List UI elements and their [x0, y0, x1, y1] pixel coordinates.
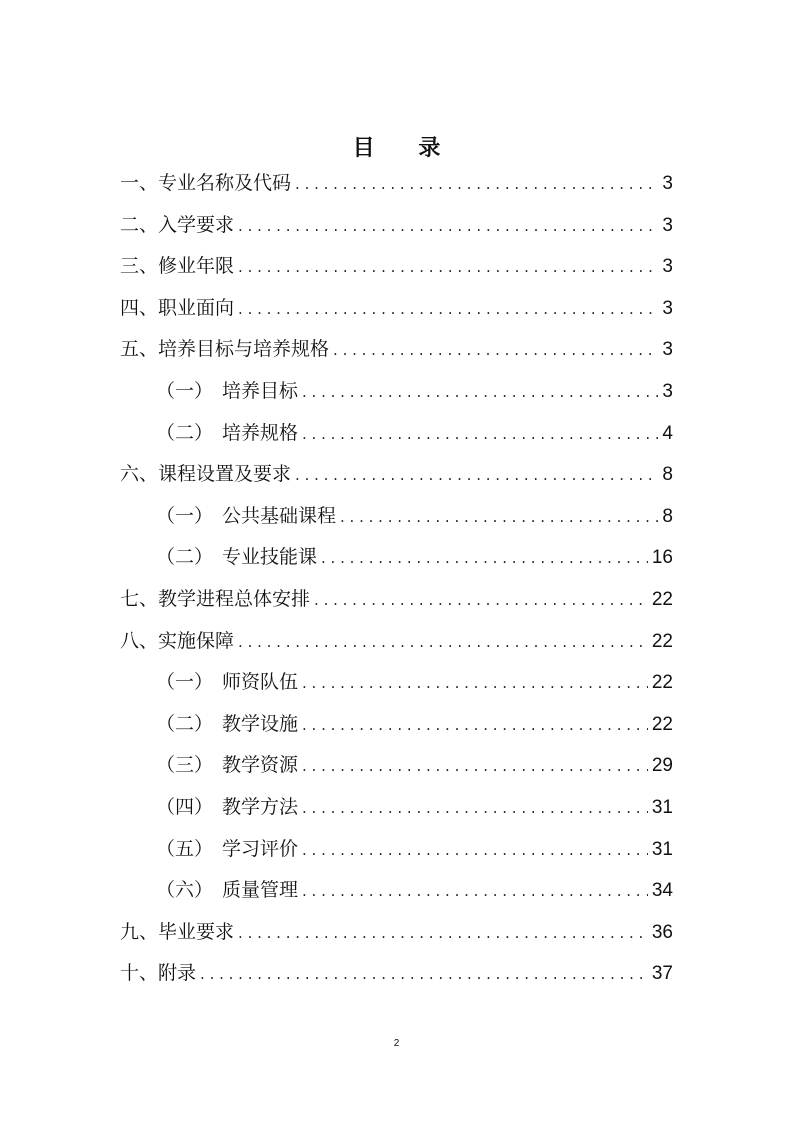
dot-leader [238, 206, 658, 248]
toc-entry-label: 课程设置及要求 [158, 463, 292, 486]
table-of-contents [120, 163, 673, 995]
toc-entry-label: 教学方法 [222, 795, 299, 818]
toc-entry-page: 3 [662, 214, 673, 236]
toc-entry[interactable] [120, 621, 673, 663]
dot-leader [302, 871, 648, 913]
toc-entry-page: 3 [662, 380, 673, 402]
toc-entry-number: （一） [156, 379, 214, 402]
toc-entry[interactable] [120, 912, 673, 954]
toc-entry-number: 五、 [120, 338, 159, 361]
toc-entry-page: 8 [662, 464, 673, 486]
dot-leader [295, 455, 658, 497]
toc-entry-label: 教学进程总体安排 [158, 587, 311, 610]
toc-entry-page: 36 [651, 921, 673, 943]
dot-leader [238, 289, 658, 331]
toc-entry-number: （二） [156, 546, 214, 569]
toc-entry-label: 专业技能课 [222, 546, 318, 569]
toc-entry-number: 十、 [120, 962, 159, 985]
toc-entry-page: 3 [662, 256, 673, 278]
dot-leader [200, 954, 648, 996]
toc-entry[interactable] [120, 205, 673, 247]
toc-entry[interactable] [120, 579, 673, 621]
toc-entry-number: （二） [156, 421, 214, 444]
toc-subentry[interactable] [120, 787, 673, 829]
toc-entry-label: 职业面向 [158, 296, 235, 319]
dot-leader [302, 788, 648, 830]
dot-leader [238, 247, 658, 289]
toc-entry-number: （二） [156, 712, 214, 735]
toc-entry-number: （五） [156, 837, 214, 860]
toc-entry-label: 学习评价 [222, 837, 299, 860]
toc-subentry[interactable] [120, 704, 673, 746]
toc-entry-label: 教学资源 [222, 754, 299, 777]
toc-subentry[interactable] [120, 745, 673, 787]
toc-entry-page: 22 [651, 588, 673, 610]
toc-entry-number: （三） [156, 754, 214, 777]
toc-entry-page: 22 [651, 672, 673, 694]
dot-leader [314, 580, 648, 622]
toc-entry-page: 31 [651, 838, 673, 860]
toc-subentry[interactable] [120, 371, 673, 413]
toc-entry-page: 3 [662, 297, 673, 319]
toc-title: 目 录 [352, 136, 459, 161]
toc-entry[interactable] [120, 288, 673, 330]
toc-entry-number: 二、 [120, 213, 159, 236]
toc-entry-number: （六） [156, 879, 214, 902]
toc-entry-number: 九、 [120, 920, 159, 943]
toc-entry-label: 培养目标与培养规格 [158, 338, 330, 361]
toc-entry-page: 31 [651, 796, 673, 818]
toc-entry-number: （一） [156, 671, 214, 694]
toc-entry-number: 七、 [120, 587, 159, 610]
toc-entry[interactable] [120, 246, 673, 288]
dot-leader [340, 497, 658, 539]
toc-entry[interactable] [120, 329, 673, 371]
dot-leader [302, 746, 648, 788]
toc-entry-label: 质量管理 [222, 879, 299, 902]
toc-entry[interactable] [120, 454, 673, 496]
toc-subentry[interactable] [120, 496, 673, 538]
toc-entry-page: 4 [662, 422, 673, 444]
toc-entry-label: 师资队伍 [222, 671, 299, 694]
toc-entry-label: 入学要求 [158, 213, 235, 236]
toc-subentry[interactable] [120, 870, 673, 912]
dot-leader [333, 330, 658, 372]
toc-entry[interactable] [120, 163, 673, 205]
toc-entry-number: 一、 [120, 172, 159, 194]
toc-subentry[interactable] [120, 829, 673, 871]
dot-leader [238, 913, 648, 955]
toc-entry-number: 四、 [120, 296, 159, 319]
dot-leader [238, 622, 648, 664]
dot-leader [302, 830, 648, 872]
toc-subentry[interactable] [120, 537, 673, 579]
toc-entry-page: 16 [651, 547, 673, 569]
toc-entry-label: 修业年限 [158, 255, 235, 278]
dot-leader [295, 164, 658, 206]
toc-entry-number: （一） [156, 504, 214, 527]
toc-entry-number: 八、 [120, 629, 159, 652]
toc-entry-number: （四） [156, 795, 214, 818]
dot-leader [302, 414, 658, 456]
toc-entry-page: 22 [651, 630, 673, 652]
toc-entry-label: 教学设施 [222, 712, 299, 735]
toc-entry-label: 培养目标 [222, 379, 299, 402]
toc-entry-label: 实施保障 [158, 629, 235, 652]
toc-entry-page: 34 [651, 880, 673, 902]
toc-entry-label: 专业名称及代码 [158, 172, 292, 194]
toc-entry-number: 六、 [120, 463, 159, 486]
dot-leader [302, 663, 648, 705]
toc-entry-page: 22 [651, 713, 673, 735]
toc-subentry[interactable] [120, 662, 673, 704]
toc-entry-label: 毕业要求 [158, 920, 235, 943]
dot-leader [302, 705, 648, 747]
toc-entry-label: 公共基础课程 [222, 504, 337, 527]
toc-subentry[interactable] [120, 413, 673, 455]
toc-entry-page: 8 [662, 505, 673, 527]
toc-entry-page: 3 [662, 173, 673, 194]
toc-entry-label: 附录 [158, 962, 197, 985]
toc-entry[interactable] [120, 953, 673, 995]
toc-entry-number: 三、 [120, 255, 159, 278]
page-number: 2 [393, 1038, 400, 1049]
dot-leader [302, 372, 658, 414]
toc-entry-page: 37 [651, 963, 673, 985]
toc-entry-label: 培养规格 [222, 421, 299, 444]
toc-entry-page: 3 [662, 339, 673, 361]
dot-leader [321, 538, 648, 580]
toc-entry-page: 29 [651, 755, 673, 777]
